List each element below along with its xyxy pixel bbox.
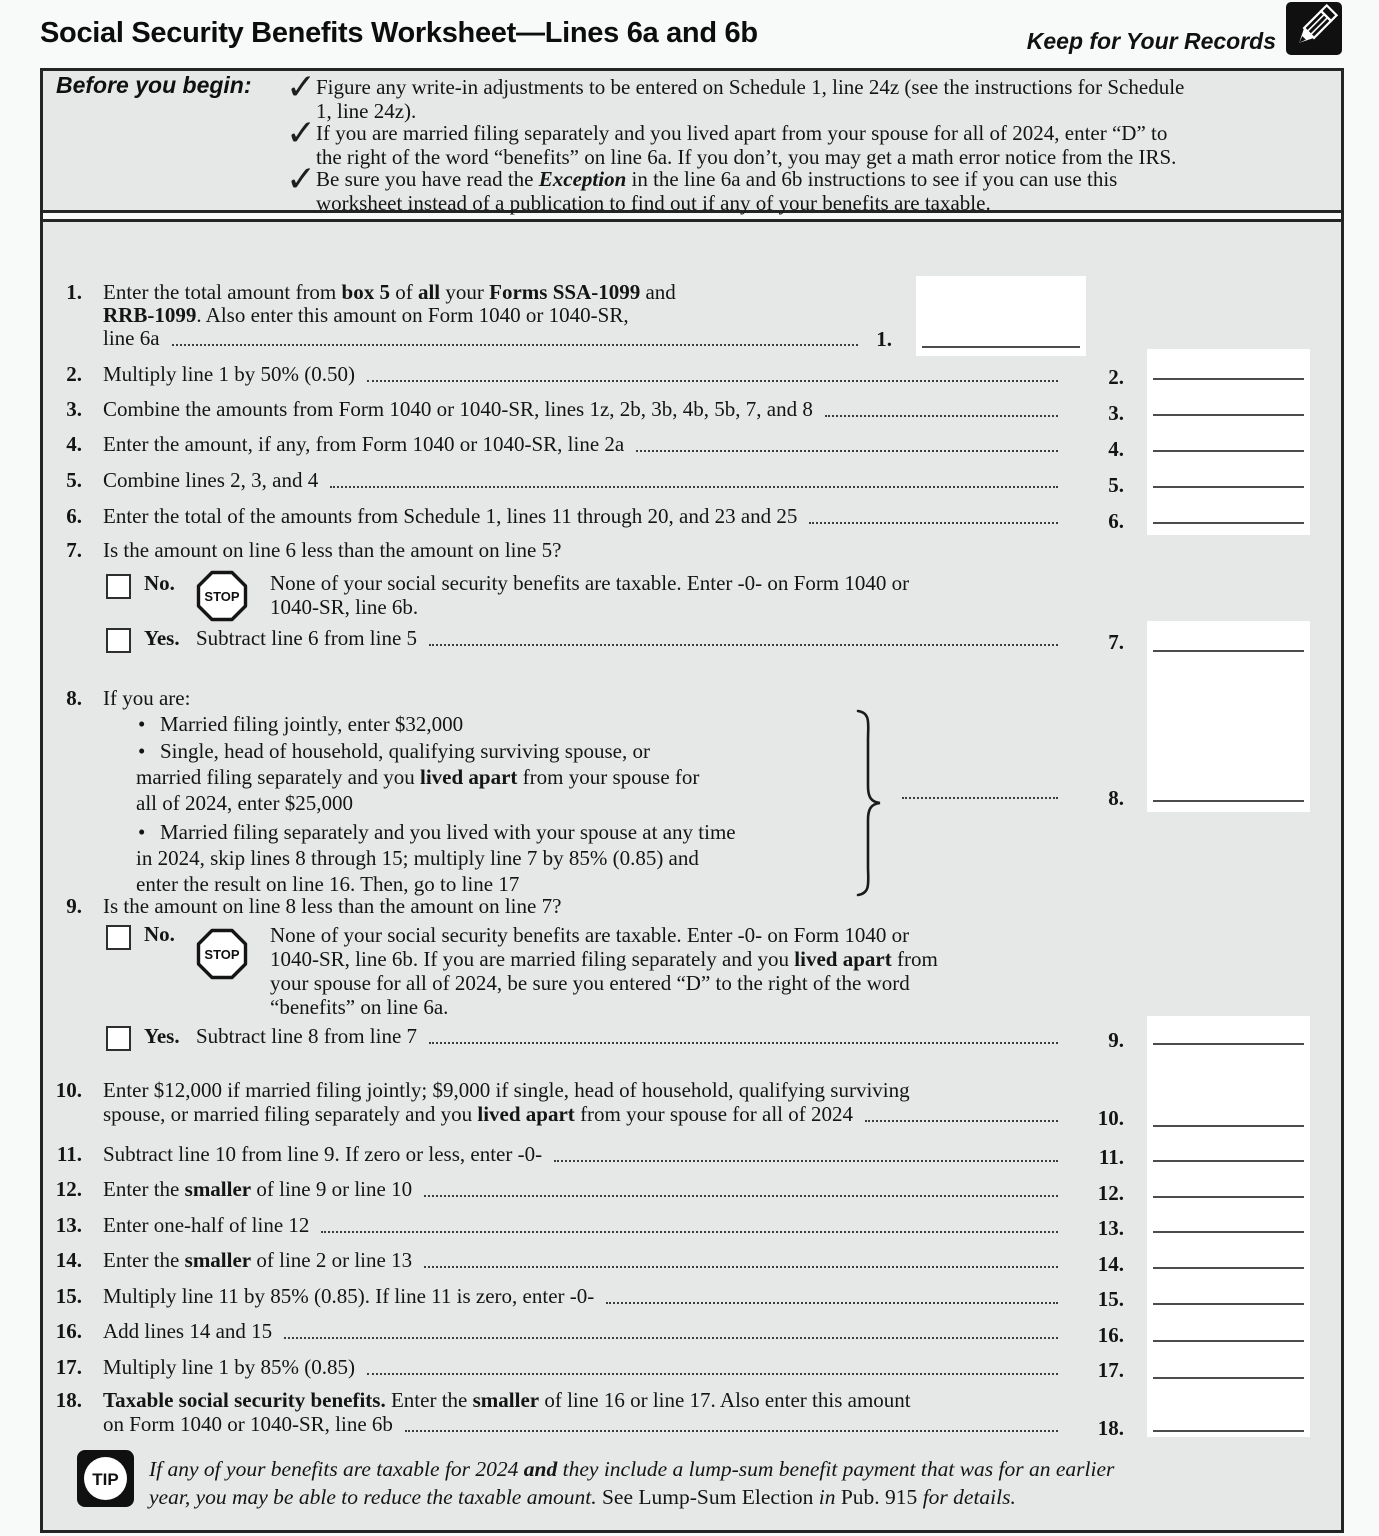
amount-entry-line-7[interactable] [1153,650,1304,652]
amount-entry-line-8[interactable] [1153,800,1304,802]
line-18-text: Taxable social security benefits. Enter the smaller of line 16 or line 17. Also enter this amount [103,1388,911,1412]
line-1-row [103,327,860,351]
line-8-option-3: Married filing separately and you lived with your spouse at any time [160,820,736,844]
line-7-no-checkbox[interactable] [106,574,131,599]
curly-brace [851,708,885,904]
line-16-number: 16. [55,1319,82,1343]
line-18-text: on Form 1040 or 1040-SR, line 6b [103,1412,393,1436]
amount-entry-line-5[interactable] [1153,486,1304,488]
line-10-row [103,1103,1060,1127]
line-16-right-label: 16. [1097,1323,1124,1347]
line-7-yes-checkbox[interactable] [106,628,131,653]
line-7-yes-row [196,627,1060,651]
line-1-right-label: 1. [876,327,892,351]
pencil-icon [1286,2,1342,61]
bullet-icon: • [138,820,146,844]
line-17-right-label: 17. [1097,1358,1124,1382]
checkmark-icon: ✓ [286,159,317,200]
line-13-row [103,1214,1060,1238]
line-9-right-label: 9. [1108,1028,1124,1052]
amount-entry-line-10[interactable] [1153,1125,1304,1127]
line-9-yes-text: Subtract line 8 from line 7 [196,1024,418,1048]
line-8-option-3: enter the result on line 16. Then, go to line 17 [136,872,520,896]
line-10-right-label: 10. [1097,1106,1124,1130]
stop-icon-label: STOP [204,589,240,604]
amount-entry-line-12[interactable] [1153,1196,1304,1198]
line-8-option-2: married filing separately and you lived apart from your spouse for [136,765,700,789]
amount-entry-line-3[interactable] [1153,414,1304,416]
line-12-number: 12. [55,1177,82,1201]
line-8-right-label: 8. [1108,786,1124,810]
line-8-option-2: all of 2024, enter $25,000 [136,791,353,815]
line-4-number: 4. [66,432,82,456]
dotted-leader [284,1337,1058,1339]
dotted-leader [424,1195,1058,1197]
amount-entry-line-6[interactable] [1153,522,1304,524]
page-title: Social Security Benefits Worksheet—Lines 6a and 6b [40,17,758,49]
dotted-leader [809,522,1058,524]
line-5-number: 5. [66,468,82,492]
line-9-question: Is the amount on line 8 less than the amount on line 7? [103,894,562,918]
dotted-leader [825,415,1058,417]
amount-entry-line-4[interactable] [1153,450,1304,452]
line-15-text: Multiply line 11 by 85% (0.85). If line 11 is zero, enter -0- [103,1284,595,1308]
amount-entry-line-2[interactable] [1153,378,1304,380]
line-10-text: Enter $12,000 if married filing jointly; $9,000 if single, head of household, qualifying surviving [103,1078,910,1102]
dotted-leader [367,1373,1058,1375]
line-3-number: 3. [66,397,82,421]
line-17-text: Multiply line 1 by 85% (0.85) [103,1355,355,1379]
dotted-leader [424,1266,1058,1268]
amount-box-lines-9-18 [1147,1016,1310,1437]
amount-entry-line-1[interactable] [922,346,1080,348]
line-11-number: 11. [56,1142,82,1166]
line-3-row [103,398,1060,422]
line-6-number: 6. [66,504,82,528]
line-17-number: 17. [55,1355,82,1379]
line-11-row [103,1143,1060,1167]
line-14-text: Enter the smaller of line 2 or line 13 [103,1248,413,1272]
line-1-text: RRB-1099. Also enter this amount on Form 1040 or 1040-SR, [103,303,629,327]
line-8-option-1: Married filing jointly, enter $32,000 [160,712,464,736]
line-9-no-text: None of your social security benefits are taxable. Enter -0- on Form 1040 or 1040-SR, line 6b. If you are married filing separately and you lived apart from your spouse for all of 2024, be sure you entered “D” to the right of the word “benefits” on line 6a. [270,923,938,1019]
dotted-leader [429,644,1058,646]
line-18-number: 18. [55,1388,82,1412]
bullet-icon: • [138,712,146,736]
amount-box-lines-7-8 [1147,621,1310,812]
line-7-question: Is the amount on line 6 less than the amount on line 5? [103,538,562,562]
line-2-row [103,363,1060,387]
line-5-text: Combine lines 2, 3, and 4 [103,468,319,492]
line-7-number: 7. [66,538,82,562]
line-3-right-label: 3. [1108,401,1124,425]
amount-entry-line-16[interactable] [1153,1340,1304,1342]
checkmark-icon: ✓ [286,67,317,108]
line-15-number: 15. [55,1284,82,1308]
tip-icon [77,1450,134,1513]
line-8-intro: If you are: [103,686,191,710]
line-5-right-label: 5. [1108,473,1124,497]
amount-entry-line-15[interactable] [1153,1303,1304,1305]
line-13-right-label: 13. [1097,1216,1124,1240]
stop-icon [196,928,248,986]
amount-entry-line-9[interactable] [1153,1043,1304,1045]
amount-entry-line-17[interactable] [1153,1377,1304,1379]
line-11-right-label: 11. [1098,1145,1124,1169]
line-18-row [103,1413,1060,1437]
dotted-leader [606,1302,1058,1304]
line-1-text: line 6a [103,326,160,350]
line-18-right-label: 18. [1097,1416,1124,1440]
line-7-yes-text: Subtract line 6 from line 5 [196,626,418,650]
line-13-text: Enter one-half of line 12 [103,1213,310,1237]
line-1-text: Enter the total amount from box 5 of all your Forms SSA-1099 and [103,280,676,304]
line-8-number: 8. [66,686,82,710]
amount-entry-line-13[interactable] [1153,1231,1304,1233]
line-15-row [103,1285,1060,1309]
bullet-icon: • [138,739,146,763]
line-9-yes-row [196,1025,1060,1049]
checkmark-icon: ✓ [286,113,317,154]
tip-icon-label: TIP [92,1470,119,1489]
line-5-row [103,469,1060,493]
line-7-right-label: 7. [1108,630,1124,654]
amount-entry-line-18[interactable] [1153,1430,1304,1432]
line-7-no-label: No. [144,571,175,595]
line-2-right-label: 2. [1108,365,1124,389]
line-9-yes-checkbox[interactable] [106,1026,131,1051]
tip-text: If any of your benefits are taxable for 2024 and they include a lump-sum benefit payment that was for an earlier year, you may be able to reduce the taxable amount. See Lump-Sum Election in Pub. 915 for details. [149,1457,1115,1509]
line-12-text: Enter the smaller of line 9 or line 10 [103,1177,413,1201]
line-3-text: Combine the amounts from Form 1040 or 1040-SR, lines 1z, 2b, 3b, 4b, 5b, 7, and 8 [103,397,813,421]
dotted-leader [172,344,858,346]
dotted-leader [429,1042,1058,1044]
line-7-yes-label: Yes. [144,626,180,650]
line-14-number: 14. [55,1248,82,1272]
before-you-begin-label: Before you begin: [56,72,252,98]
before-item-2: If you are married filing separately and you lived apart from your spouse for all of 2024, enter “D” to the right of the word “benefits” on line 6a. If you don’t, you may get a math error notice from the IRS. [316,121,1177,169]
dotted-leader [405,1430,1058,1432]
line-11-text: Subtract line 10 from line 9. If zero or less, enter -0- [103,1142,543,1166]
before-item-3: Be sure you have read the Exception in the line 6a and 6b instructions to see if you can use this worksheet instead of a publication to find out if any of your benefits are taxable. [316,167,1118,215]
line-4-right-label: 4. [1108,437,1124,461]
line-17-row [103,1356,1060,1380]
line-9-no-label: No. [144,922,175,946]
dotted-leader [367,380,1058,382]
line-1-number: 1. [66,280,82,304]
line-4-text: Enter the amount, if any, from Form 1040 or 1040-SR, line 2a [103,432,625,456]
line-14-right-label: 14. [1097,1252,1124,1276]
line-16-row [103,1320,1060,1344]
line-9-number: 9. [66,894,82,918]
line-9-no-checkbox[interactable] [106,925,131,950]
line-16-text: Add lines 14 and 15 [103,1319,273,1343]
line-10-number: 10. [55,1078,82,1102]
dotted-leader [865,1120,1058,1122]
stop-icon [196,570,248,628]
amount-entry-line-14[interactable] [1153,1267,1304,1269]
line-12-row [103,1178,1060,1202]
line-2-text: Multiply line 1 by 50% (0.50) [103,362,355,386]
dotted-leader [321,1231,1058,1233]
keep-for-records-label: Keep for Your Records [1026,28,1276,54]
line-15-right-label: 15. [1097,1287,1124,1311]
line-12-right-label: 12. [1097,1181,1124,1205]
line-2-number: 2. [66,362,82,386]
line-6-row [103,505,1060,529]
line-13-number: 13. [55,1213,82,1237]
stop-icon-label: STOP [204,947,240,962]
line-4-row [103,433,1060,457]
line-7-no-text: None of your social security benefits are taxable. Enter -0- on Form 1040 or 1040-SR, line 6b. [270,571,910,619]
dotted-leader [636,450,1058,452]
line-9-yes-label: Yes. [144,1024,180,1048]
dotted-leader [902,781,1058,799]
line-6-right-label: 6. [1108,509,1124,533]
line-14-row [103,1249,1060,1273]
line-10-text: spouse, or married filing separately and you lived apart from your spouse for all of 2024 [103,1102,854,1126]
amount-box-lines-2-6 [1147,349,1310,535]
line-6-text: Enter the total of the amounts from Schedule 1, lines 11 through 20, and 23 and 25 [103,504,798,528]
line-8-option-3: in 2024, skip lines 8 through 15; multiply line 7 by 85% (0.85) and [136,846,699,870]
dotted-leader [554,1160,1058,1162]
before-item-1: Figure any write-in adjustments to be entered on Schedule 1, line 24z (see the instructions for Schedule 1, line 24z). [316,75,1185,123]
line-8-option-2: Single, head of household, qualifying surviving spouse, or [160,739,650,763]
amount-box-line-1 [916,276,1086,356]
amount-entry-line-11[interactable] [1153,1160,1304,1162]
dotted-leader [330,486,1058,488]
